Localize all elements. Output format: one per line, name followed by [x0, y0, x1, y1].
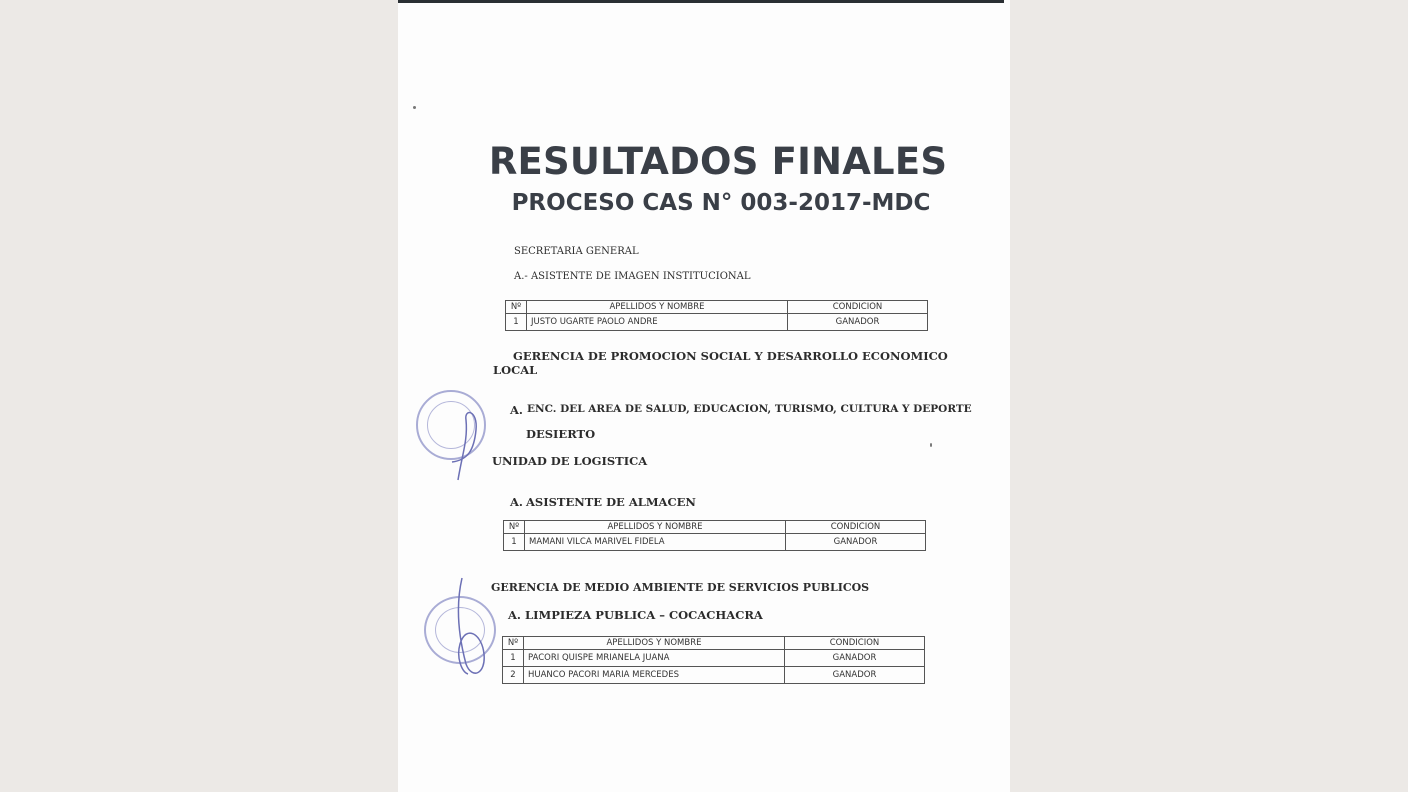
table-header-row	[504, 521, 926, 534]
position-imagen-institucional: A.- ASISTENTE DE IMAGEN INSTITUCIONAL	[514, 271, 751, 282]
section-heading-medio-ambiente: GERENCIA DE MEDIO AMBIENTE DE SERVICIOS PUBLICOS	[491, 581, 870, 594]
scan-speck	[930, 443, 932, 447]
col-num-header: Nº	[503, 637, 524, 650]
table-row	[504, 534, 926, 551]
result-desierto: DESIERTO	[526, 427, 596, 441]
row-num: 1	[504, 534, 525, 551]
row-name: PACORI QUISPE MRIANELA JUANA	[524, 650, 785, 667]
col-status-header: CONDICION	[788, 301, 928, 314]
row-num: 1	[503, 650, 524, 667]
row-name: MAMANI VILCA MARIVEL FIDELA	[525, 534, 786, 551]
section-heading-secretaria: SECRETARIA GENERAL	[514, 246, 639, 257]
position-asistente-almacen: ASISTENTE DE ALMACEN	[526, 495, 696, 509]
position-enc-area-salud: ENC. DEL AREA DE SALUD, EDUCACION, TURISMO, CULTURA Y DEPORTE	[527, 403, 972, 415]
results-table-medio-ambiente	[502, 636, 925, 684]
table-row	[503, 650, 925, 667]
signature-mark	[438, 400, 498, 490]
row-status: GANADOR	[785, 667, 925, 684]
row-name: HUANCO PACORI MARIA MERCEDES	[524, 667, 785, 684]
signature-mark	[446, 574, 496, 684]
position-letter: A.	[510, 403, 523, 417]
section-heading-logistica: UNIDAD DE LOGISTICA	[492, 454, 648, 468]
table-row	[503, 667, 925, 684]
scan-speck	[413, 106, 416, 109]
document-title: RESULTADOS FINALES	[488, 140, 948, 183]
col-num-header: Nº	[504, 521, 525, 534]
table-header-row	[503, 637, 925, 650]
position-letter: A.	[508, 608, 521, 622]
scan-edge	[398, 0, 1004, 3]
col-name-header: APELLIDOS Y NOMBRE	[525, 521, 786, 534]
section-heading-gerencia-promocion-cont: LOCAL	[493, 363, 538, 377]
row-status: GANADOR	[788, 314, 928, 331]
col-status-header: CONDICION	[786, 521, 926, 534]
results-table-secretaria	[505, 300, 928, 331]
table-row	[506, 314, 928, 331]
section-heading-gerencia-promocion: GERENCIA DE PROMOCION SOCIAL Y DESARROLLO ECONOMICO	[513, 349, 948, 363]
document-subtitle: PROCESO CAS N° 003-2017-MDC	[511, 190, 931, 216]
results-table-logistica	[503, 520, 926, 551]
position-letter: A.	[510, 495, 523, 509]
col-status-header: CONDICION	[785, 637, 925, 650]
col-name-header: APELLIDOS Y NOMBRE	[527, 301, 788, 314]
row-name: JUSTO UGARTE PAOLO ANDRE	[527, 314, 788, 331]
row-status: GANADOR	[786, 534, 926, 551]
row-num: 2	[503, 667, 524, 684]
row-num: 1	[506, 314, 527, 331]
col-num-header: Nº	[506, 301, 527, 314]
scanned-document-page	[398, 0, 1010, 792]
row-status: GANADOR	[785, 650, 925, 667]
position-limpieza-publica: LIMPIEZA PUBLICA – COCACHACRA	[525, 608, 763, 622]
col-name-header: APELLIDOS Y NOMBRE	[524, 637, 785, 650]
table-header-row	[506, 301, 928, 314]
